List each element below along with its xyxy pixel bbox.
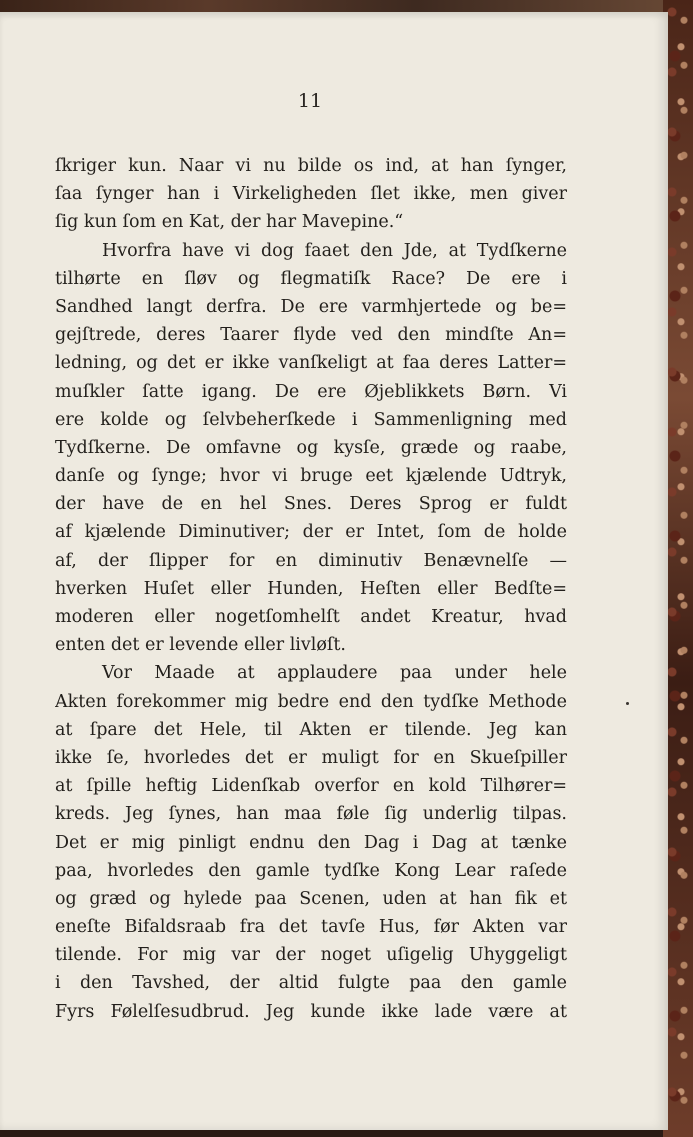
paper-speck (626, 702, 629, 705)
text-line: ledning, og det er ikke vanſkeligt at faa deres Latter= (55, 353, 567, 374)
text-line: i den Tavshed, der altid fulgte paa den gamle (55, 973, 567, 994)
text-line: ſkriger kun. Naar vi nu bilde os ind, at han ſynger, (55, 156, 567, 176)
text-line: tilende. For mig var der noget uſigelig Uhyggeligt (55, 945, 567, 966)
text-line: Akten forekommer mig bedre end den tydſke Methode (55, 691, 567, 712)
text-line: Fyrs Følelſesudbrud. Jeg kunde ikke lade være at (55, 1001, 567, 1022)
text-line: Hvorfra have vi dog faaet den Jde, at Tydſkerne (102, 240, 567, 261)
text-line: eneſte Bifaldsraab fra det tavſe Hus, før Akten var (55, 917, 567, 938)
page-number: 11 (297, 90, 323, 112)
body-text (55, 152, 567, 1026)
text-line: af kjælende Diminutiver; der er Intet, ſom de holde (55, 522, 567, 543)
text-line: moderen eller nogetſomhelſt andet Kreatur, hvad (55, 607, 567, 627)
text-line: tilhørte en ſløv og flegmatiſk Race? De ere i (55, 268, 567, 289)
text-line: Det er mig pinligt endnu den Dag i Dag at tænke (55, 832, 567, 853)
text-line: ere kolde og ſelvbeherſkede i Sammenligning med (55, 409, 567, 430)
text-line: Sandhed langt derfra. De ere varmhjertede og be= (55, 296, 567, 317)
text-line: af, der ſlipper for en diminutiv Benævnelſe — (55, 550, 567, 571)
text-line: ikke ſe, hvorledes det er muligt for en Skueſpiller (55, 747, 567, 768)
text-line: hverken Huſet eller Hunden, Heſten eller Bedſte= (55, 578, 567, 599)
text-line: enten det er levende eller livløſt. (55, 635, 346, 656)
text-line: paa, hvorledes den gamle tydſke Kong Lear raſede (55, 860, 567, 881)
text-line: ſig kun ſom en Kat, der har Mavepine.“ (55, 212, 404, 233)
text-line: Vor Maade at applaudere paa under hele (102, 663, 567, 684)
text-line: at ſpare det Hele, til Akten er tilende. Jeg kan (55, 719, 567, 740)
text-line: Tydſkerne. De omfavne og kysſe, græde og raabe, (55, 437, 567, 458)
text-line: der have de en hel Snes. Deres Sprog er fuldt (55, 494, 567, 515)
text-line: at ſpille heftig Lidenſkab overfor en kold Tilhører= (55, 776, 567, 797)
text-line: kreds. Jeg ſynes, han maa føle ſig underlig tilpas. (55, 804, 567, 825)
text-line: gejſtrede, deres Taarer flyde ved den mindſte An= (55, 325, 567, 346)
text-line: danſe og ſynge; hvor vi bruge eet kjælende Udtryk, (55, 466, 567, 487)
text-line: og græd og hylede paa Scenen, uden at han fik et (55, 888, 567, 909)
text-line: muſkler ſatte igang. De ere Øjeblikkets Børn. Vi (55, 381, 567, 402)
text-line: ſaa ſynger han i Virkeligheden ſlet ikke, men giver (55, 184, 567, 205)
book-page (0, 12, 668, 1130)
